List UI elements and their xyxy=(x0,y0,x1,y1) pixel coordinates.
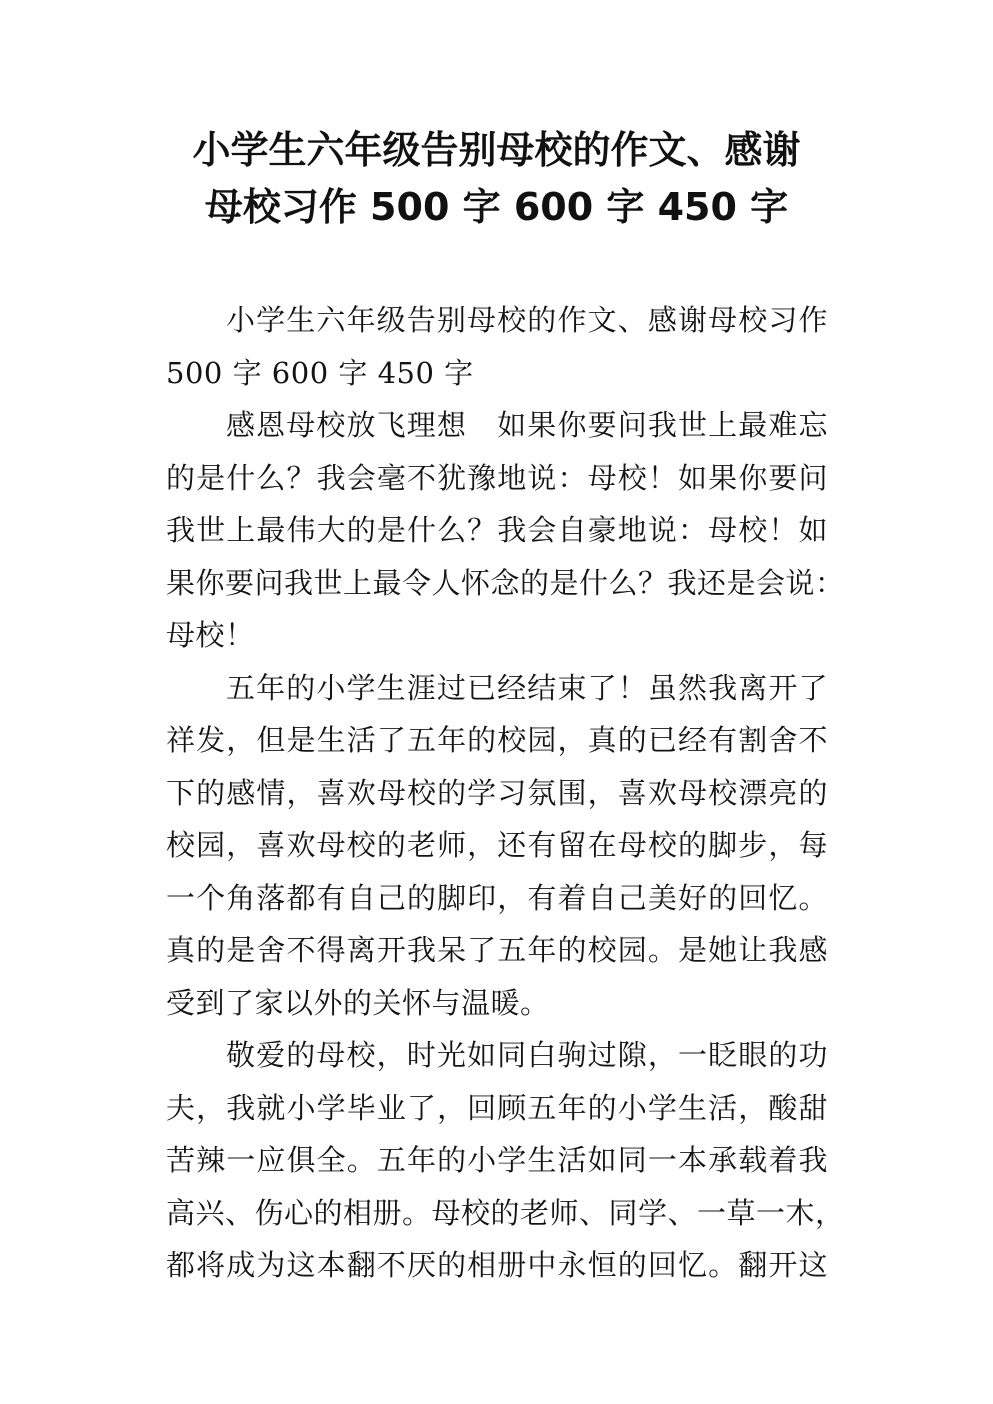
text-line: 母校！ xyxy=(166,618,255,652)
text-line: 苦辣一应俱全。五年的小学生活如同一本承载着我 xyxy=(166,1143,828,1177)
paragraph-3 xyxy=(166,662,828,1030)
document-title xyxy=(100,122,893,236)
text-line: 我世上最伟大的是什么？我会自豪地说：母校！如 xyxy=(166,513,828,547)
paragraph-1 xyxy=(166,294,828,399)
document-body xyxy=(166,294,845,1292)
text-line: 都将成为这本翻不厌的相册中永恒的回忆。翻开这 xyxy=(166,1248,828,1282)
text-line: 500 字 600 字 450 字 xyxy=(166,355,474,390)
text-line: 的是什么？我会毫不犹豫地说：母校！如果你要问 xyxy=(166,460,828,495)
paragraph-4 xyxy=(166,1029,845,1292)
text-line: 高兴、伤心的相册。母校的老师、同学、一草一木， xyxy=(166,1195,845,1230)
text-line: 果你要问我世上最令人怀念的是什么？我还是会说： xyxy=(166,565,845,600)
text-line: 校园，喜欢母校的老师，还有留在母校的脚步，每 xyxy=(166,828,828,862)
text-line: 真的是舍不得离开我呆了五年的校园。是她让我感 xyxy=(166,933,828,967)
text-line: 敬爱的母校，时光如同白驹过隙，一眨眼的功 xyxy=(226,1038,828,1072)
text-line: 受到了家以外的关怀与温暖。 xyxy=(166,985,550,1020)
text-line: 祥发，但是生活了五年的校园，真的已经有割舍不 xyxy=(166,723,828,757)
text-line: 小学生六年级告别母校的作文、感谢母校习作 xyxy=(226,303,828,337)
title-line-2: 母校习作 500 字 600 字 450 字 xyxy=(204,185,789,229)
text-line: 一个角落都有自己的脚印，有着自己美好的回忆。 xyxy=(166,880,828,915)
text-line: 感恩母校放飞理想 如果你要问我世上最难忘 xyxy=(226,408,828,442)
title-line-1: 小学生六年级告别母校的作文、感谢 xyxy=(192,128,801,172)
text-line: 五年的小学生涯过已经结束了！虽然我离开了 xyxy=(226,670,828,705)
text-line: 夫，我就小学毕业了，回顾五年的小学生活，酸甜 xyxy=(166,1090,828,1125)
text-line: 下的感情，喜欢母校的学习氛围，喜欢母校漂亮的 xyxy=(166,775,828,810)
paragraph-2 xyxy=(166,399,845,662)
